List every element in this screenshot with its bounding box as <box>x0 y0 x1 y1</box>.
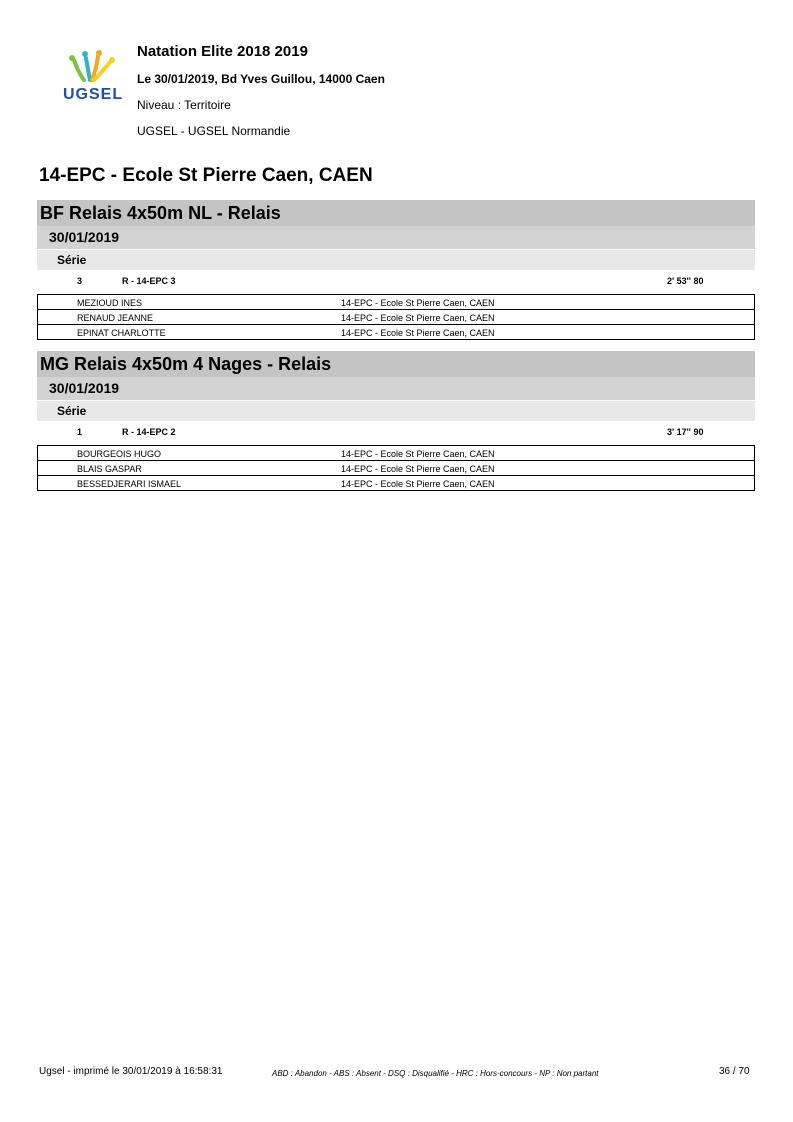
team-row <box>37 421 755 443</box>
member-row <box>38 310 754 325</box>
event-title: MG Relais 4x50m 4 Nages - Relais <box>37 351 755 377</box>
team-rank: 1 <box>77 427 83 437</box>
footer-printed-date: Ugsel - imprimé le 30/01/2019 à 16:58:31 <box>39 1066 223 1077</box>
meet-organization: UGSEL - UGSEL Normandie <box>137 124 291 138</box>
team-row <box>37 270 755 292</box>
meet-title: Natation Elite 2018 2019 <box>137 43 308 60</box>
team-name: R - 14-EPC 3 <box>122 276 176 286</box>
team-time: 3' 17'' 90 <box>667 427 704 437</box>
member-row <box>38 461 754 476</box>
members-table <box>37 294 755 340</box>
document-header <box>0 0 793 150</box>
meet-level: Niveau : Territoire <box>137 98 231 112</box>
member-name: BESSEDJERARI ISMAEL <box>77 479 182 489</box>
member-name: BLAIS GASPAR <box>77 464 142 474</box>
member-club: 14-EPC - Ecole St Pierre Caen, CAEN <box>341 313 495 323</box>
member-name: EPINAT CHARLOTTE <box>77 328 166 338</box>
event-date: 30/01/2019 <box>37 377 755 400</box>
event-section <box>37 351 755 491</box>
team-rank: 3 <box>77 276 83 286</box>
member-row <box>38 446 754 461</box>
member-row <box>38 476 754 490</box>
member-club: 14-EPC - Ecole St Pierre Caen, CAEN <box>341 449 495 459</box>
member-club: 14-EPC - Ecole St Pierre Caen, CAEN <box>341 328 495 338</box>
member-club: 14-EPC - Ecole St Pierre Caen, CAEN <box>341 464 495 474</box>
member-club: 14-EPC - Ecole St Pierre Caen, CAEN <box>341 298 495 308</box>
logo-text: UGSEL <box>63 86 124 103</box>
event-date: 30/01/2019 <box>37 226 755 249</box>
member-row <box>38 295 754 310</box>
serie-label: Série <box>37 401 755 421</box>
team-name: R - 14-EPC 2 <box>122 427 176 437</box>
member-row <box>38 325 754 339</box>
event-section <box>37 200 755 340</box>
meet-date-location: Le 30/01/2019, Bd Yves Guillou, 14000 Caen <box>137 72 385 86</box>
footer-legend: ABD : Abandon - ABS : Absent - DSQ : Disqualifié - HRC : Hors-concours - NP : Non partant <box>272 1069 599 1078</box>
club-title: 14-EPC - Ecole St Pierre Caen, CAEN <box>39 165 373 186</box>
members-table <box>37 445 755 491</box>
serie-label: Série <box>37 250 755 270</box>
event-title: BF Relais 4x50m NL - Relais <box>37 200 755 226</box>
page-number: 36 / 70 <box>719 1066 750 1077</box>
member-name: BOURGEOIS HUGO <box>77 449 162 459</box>
team-time: 2' 53'' 80 <box>667 276 704 286</box>
member-club: 14-EPC - Ecole St Pierre Caen, CAEN <box>341 479 495 489</box>
member-name: MEZIOUD INES <box>77 298 143 308</box>
member-name: RENAUD JEANNE <box>77 313 154 323</box>
